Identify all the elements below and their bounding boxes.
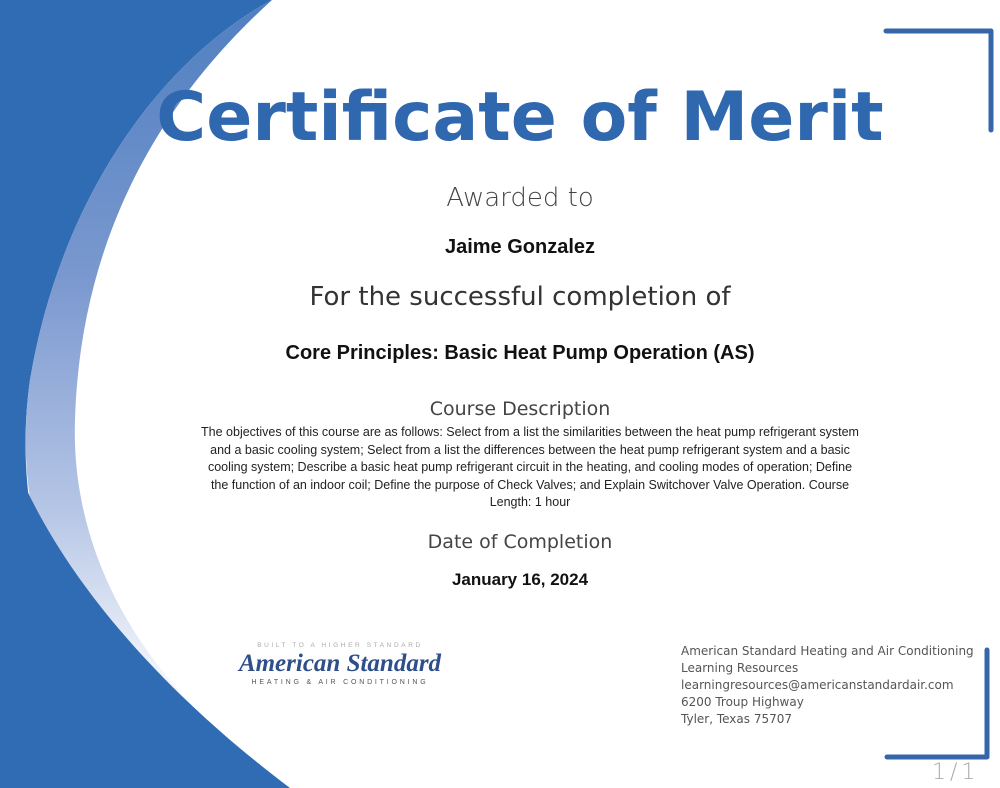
logo-brand: American Standard: [238, 650, 442, 677]
recipient-name: Jaime Gonzalez: [444, 236, 596, 258]
american-standard-logo: [235, 642, 445, 686]
certificate-title: Certificate of Merit: [156, 78, 884, 157]
logo-subtitle: HEATING & AIR CONDITIONING: [251, 679, 429, 686]
course-description: The objectives of this course are as follows: Select from a list the similarities between the heat pump refrigerant system and a basic cooling system; Select from a list the differences between the heat pump refrigerant system and a basic cooling system; Describe a basic heat pump refrigerant circuit in the heating, and cooling modes of operation; Define the function of an indoor coil; Define the purpose of Check Valves; and Explain Switchover Valve Operation. Course Length: 1 hour: [201, 425, 859, 510]
logo-tagline: BUILT TO A HIGHER STANDARD: [257, 642, 423, 649]
completion-date: January 16, 2024: [451, 570, 589, 589]
contact-street: 6200 Troup Highway: [681, 695, 804, 709]
contact-block: [681, 643, 974, 728]
page-indicator: 1/1: [932, 760, 980, 785]
contact-department: Learning Resources: [681, 661, 799, 675]
contact-email[interactable]: learningresources@americanstandardair.com: [681, 678, 954, 692]
date-heading: Date of Completion: [427, 531, 613, 553]
awarded-label: Awarded to: [446, 183, 594, 213]
description-heading: Course Description: [429, 398, 611, 420]
contact-city: Tyler, Texas 75707: [681, 712, 792, 726]
contact-company: American Standard Heating and Air Conditioning: [681, 644, 974, 658]
completion-label: For the successful completion of: [309, 282, 731, 312]
course-title: Core Principles: Basic Heat Pump Operation (AS): [285, 342, 755, 364]
